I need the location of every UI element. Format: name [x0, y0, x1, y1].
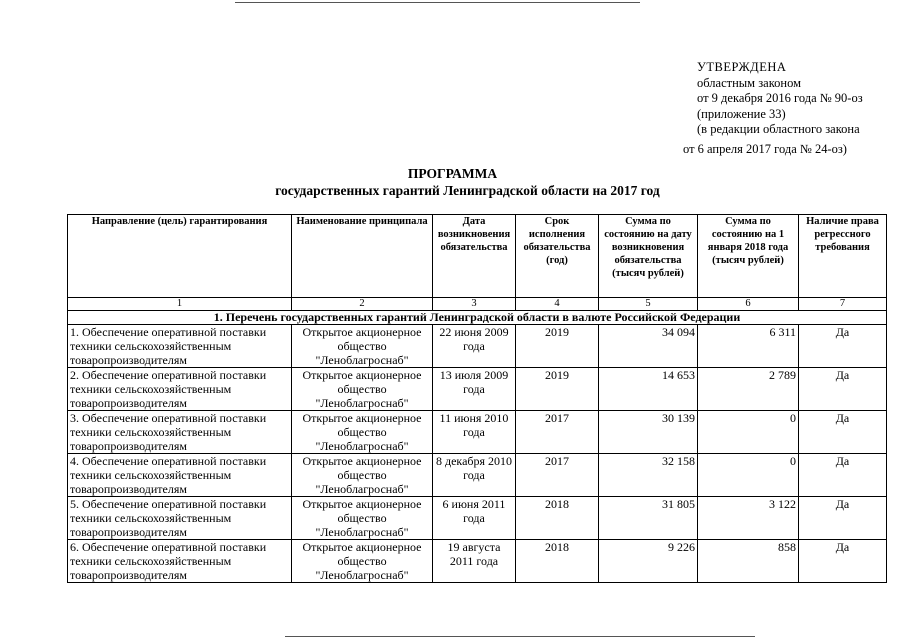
table-row: [68, 325, 887, 368]
direction-cell: 4. Обеспечение оперативной поставки техники сельскохозяйственным товаропроизводителям: [68, 454, 292, 497]
header-cell: Наименование принципала: [292, 215, 433, 298]
amount-2018-cell: 3 122: [698, 497, 799, 540]
amount-2018-cell: 0: [698, 411, 799, 454]
approval-stamp: [683, 60, 863, 157]
approval-line: областным законом: [697, 75, 802, 90]
date-cell: 8 декабря 2010 года: [433, 454, 516, 497]
header-cell: Направление (цель) гарантирования: [68, 215, 292, 298]
term-cell: 2017: [516, 454, 599, 497]
section-row: [68, 311, 887, 325]
amount-initial-cell: 34 094: [599, 325, 698, 368]
amount-initial-cell: 14 653: [599, 368, 698, 411]
program-subtitle: государственных гарантий Ленинградской области на 2017 год: [275, 183, 660, 198]
amount-2018-cell: 0: [698, 454, 799, 497]
section-title: 1. Перечень государственных гарантий Ленинградской области в валюте Российской Федерации: [68, 311, 887, 325]
direction-cell: 6. Обеспечение оперативной поставки техники сельскохозяйственным товаропроизводителям: [68, 540, 292, 583]
table-row: [68, 454, 887, 497]
regress-cell: Да: [799, 368, 887, 411]
column-number: 5: [599, 298, 698, 311]
principal-cell: Открытое акционерное общество "Леноблагроснаб": [292, 540, 433, 583]
date-cell: 13 июля 2009 года: [433, 368, 516, 411]
date-cell: 19 августа 2011 года: [433, 540, 516, 583]
direction-cell: 2. Обеспечение оперативной поставки техники сельскохозяйственным товаропроизводителям: [68, 368, 292, 411]
column-number: 4: [516, 298, 599, 311]
approval-line: от 9 декабря 2016 года № 90-оз: [697, 91, 863, 105]
approval-line: (в редакции областного закона: [697, 122, 860, 136]
principal-cell: Открытое акционерное общество "Леноблагроснаб": [292, 411, 433, 454]
table-row: [68, 368, 887, 411]
amount-2018-cell: 6 311: [698, 325, 799, 368]
header-cell: Дата возникновения обязательства: [433, 215, 516, 298]
approval-line: УТВЕРЖДЕНА: [697, 60, 787, 74]
regress-cell: Да: [799, 540, 887, 583]
regress-cell: Да: [799, 497, 887, 540]
direction-cell: 1. Обеспечение оперативной поставки техники сельскохозяйственным товаропроизводителям: [68, 325, 292, 368]
direction-cell: 5. Обеспечение оперативной поставки техники сельскохозяйственным товаропроизводителям: [68, 497, 292, 540]
term-cell: 2018: [516, 497, 599, 540]
header-cell: Сумма по состоянию на дату возникновения обязательства (тысяч рублей): [599, 215, 698, 298]
term-cell: 2017: [516, 411, 599, 454]
amount-2018-cell: 2 789: [698, 368, 799, 411]
header-cell: Срок исполнения обязательства (год): [516, 215, 599, 298]
principal-cell: Открытое акционерное общество "Леноблагроснаб": [292, 368, 433, 411]
regress-cell: Да: [799, 454, 887, 497]
regress-cell: Да: [799, 411, 887, 454]
date-cell: 11 июня 2010 года: [433, 411, 516, 454]
term-cell: 2018: [516, 540, 599, 583]
date-cell: 6 июня 2011 года: [433, 497, 516, 540]
scan-artifact-top: [235, 2, 640, 3]
amount-initial-cell: 31 805: [599, 497, 698, 540]
principal-cell: Открытое акционерное общество "Леноблагроснаб": [292, 497, 433, 540]
direction-cell: 3. Обеспечение оперативной поставки техники сельскохозяйственным товаропроизводителям: [68, 411, 292, 454]
column-number: 1: [68, 298, 292, 311]
table-row: [68, 540, 887, 583]
amount-initial-cell: 30 139: [599, 411, 698, 454]
approval-line: (приложение 33): [697, 106, 786, 121]
principal-cell: Открытое акционерное общество "Леноблагроснаб": [292, 325, 433, 368]
term-cell: 2019: [516, 368, 599, 411]
program-title: ПРОГРАММА: [407, 166, 498, 181]
header-cell: Наличие права регрессного требования: [799, 215, 887, 298]
term-cell: 2019: [516, 325, 599, 368]
column-number: 7: [799, 298, 887, 311]
header-cell: Сумма по состоянию на 1 января 2018 года (тысяч рублей): [698, 215, 799, 298]
table-row: [68, 411, 887, 454]
amount-2018-cell: 858: [698, 540, 799, 583]
column-number: 2: [292, 298, 433, 311]
scan-artifact-bottom: [285, 636, 755, 637]
principal-cell: Открытое акционерное общество "Леноблагроснаб": [292, 454, 433, 497]
amount-initial-cell: 32 158: [599, 454, 698, 497]
date-cell: 22 июня 2009 года: [433, 325, 516, 368]
table-row: [68, 497, 887, 540]
amount-initial-cell: 9 226: [599, 540, 698, 583]
regress-cell: Да: [799, 325, 887, 368]
guarantees-table: [67, 214, 887, 583]
column-number: 3: [433, 298, 516, 311]
approval-line: от 6 апреля 2017 года № 24-оз): [683, 141, 847, 156]
column-number: 6: [698, 298, 799, 311]
header-row: [68, 215, 887, 298]
column-number-row: [68, 298, 887, 311]
